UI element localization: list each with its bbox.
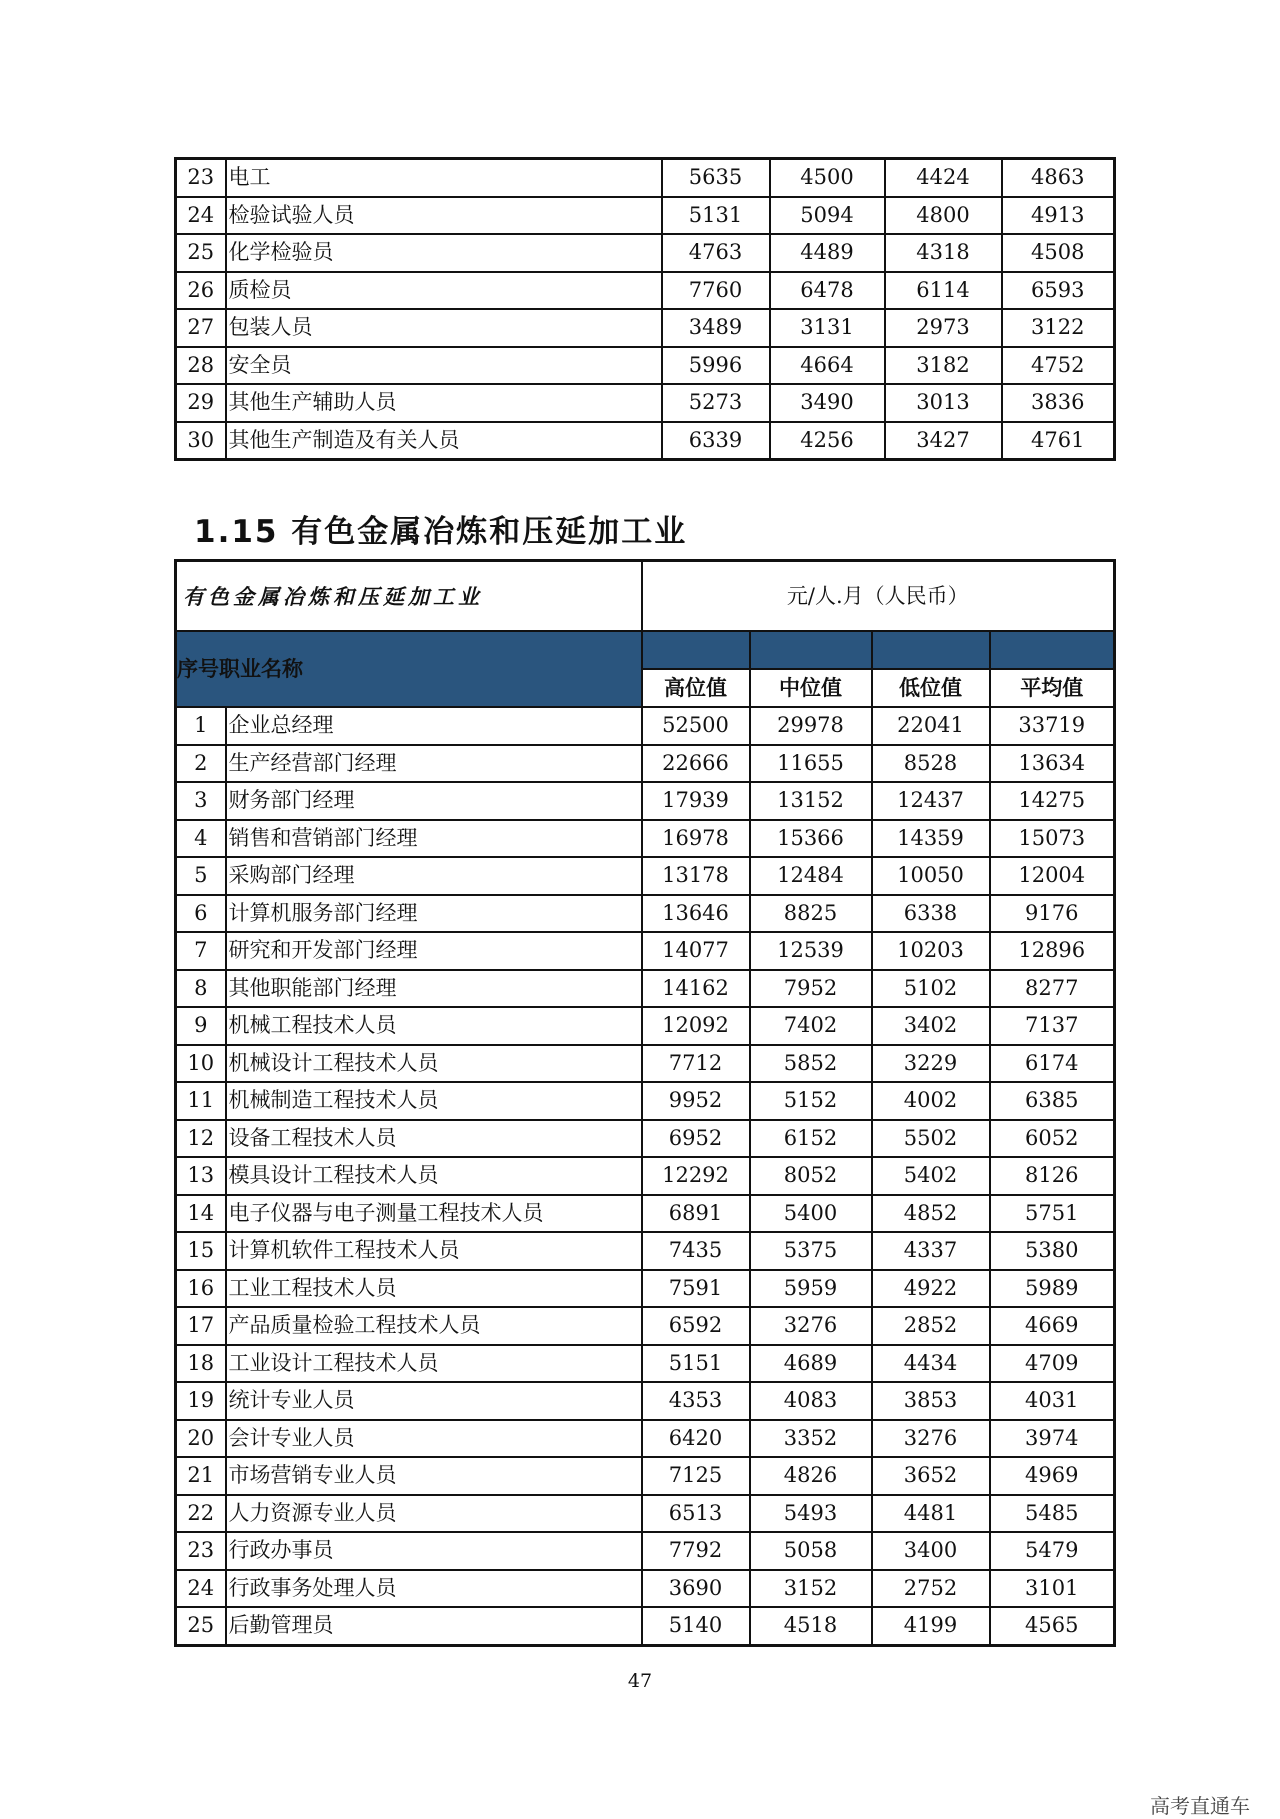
row-mid: 4500	[770, 159, 885, 197]
header-avg: 平均值	[990, 669, 1115, 707]
row-name: 会计专业人员	[226, 1420, 642, 1458]
row-high: 14077	[642, 932, 750, 970]
row-mid: 29978	[750, 707, 872, 745]
row-mid: 11655	[750, 745, 872, 783]
row-mid: 5959	[750, 1270, 872, 1308]
row-low: 4337	[872, 1232, 990, 1270]
row-high: 6891	[642, 1195, 750, 1233]
table-row	[176, 1457, 1115, 1495]
row-index: 5	[176, 857, 226, 895]
row-mid: 4826	[750, 1457, 872, 1495]
table-row	[176, 422, 1115, 460]
table-row	[176, 197, 1115, 235]
row-mid: 4489	[770, 234, 885, 272]
row-high: 5151	[642, 1345, 750, 1383]
row-high: 5131	[662, 197, 770, 235]
row-high: 5140	[642, 1607, 750, 1645]
row-mid: 4518	[750, 1607, 872, 1645]
row-high: 6420	[642, 1420, 750, 1458]
row-name: 其他生产辅助人员	[226, 384, 662, 422]
table-row	[176, 1045, 1115, 1083]
row-name: 市场营销专业人员	[226, 1457, 642, 1495]
row-mid: 5094	[770, 197, 885, 235]
table-row	[176, 745, 1115, 783]
row-avg: 4752	[1002, 347, 1115, 385]
row-index: 3	[176, 782, 226, 820]
table-row	[176, 782, 1115, 820]
row-avg: 33719	[990, 707, 1115, 745]
row-mid: 8825	[750, 895, 872, 933]
row-high: 6952	[642, 1120, 750, 1158]
row-low: 14359	[872, 820, 990, 858]
row-index: 23	[176, 159, 226, 197]
row-index: 28	[176, 347, 226, 385]
row-low: 2752	[872, 1570, 990, 1608]
header-blue-band	[750, 631, 872, 669]
table-title-row	[176, 561, 1115, 632]
row-name: 企业总经理	[226, 707, 642, 745]
row-index: 29	[176, 384, 226, 422]
row-index: 4	[176, 820, 226, 858]
row-name: 行政事务处理人员	[226, 1570, 642, 1608]
row-mid: 5493	[750, 1495, 872, 1533]
table-row	[176, 970, 1115, 1008]
row-name: 工业工程技术人员	[226, 1270, 642, 1308]
row-low: 8528	[872, 745, 990, 783]
row-mid: 5400	[750, 1195, 872, 1233]
header-low: 低位值	[872, 669, 990, 707]
row-index: 10	[176, 1045, 226, 1083]
row-avg: 7137	[990, 1007, 1115, 1045]
table-row	[176, 857, 1115, 895]
page-number: 47	[627, 1670, 653, 1692]
row-index: 6	[176, 895, 226, 933]
row-index: 14	[176, 1195, 226, 1233]
row-name: 质检员	[226, 272, 662, 310]
row-mid: 7952	[750, 970, 872, 1008]
table-row	[176, 234, 1115, 272]
row-high: 12292	[642, 1157, 750, 1195]
row-high: 3489	[662, 309, 770, 347]
row-index: 25	[176, 234, 226, 272]
row-high: 5996	[662, 347, 770, 385]
row-low: 5102	[872, 970, 990, 1008]
row-avg: 4969	[990, 1457, 1115, 1495]
row-index: 24	[176, 197, 226, 235]
row-mid: 4664	[770, 347, 885, 385]
row-avg: 4863	[1002, 159, 1115, 197]
row-avg: 5751	[990, 1195, 1115, 1233]
row-index: 11	[176, 1082, 226, 1120]
row-avg: 14275	[990, 782, 1115, 820]
table-row	[176, 1120, 1115, 1158]
row-avg: 6385	[990, 1082, 1115, 1120]
table-row	[176, 1532, 1115, 1570]
row-avg: 4709	[990, 1345, 1115, 1383]
header-row-top	[176, 631, 1115, 669]
row-avg: 12004	[990, 857, 1115, 895]
row-low: 4852	[872, 1195, 990, 1233]
row-mid: 5852	[750, 1045, 872, 1083]
row-avg: 5479	[990, 1532, 1115, 1570]
row-low: 4922	[872, 1270, 990, 1308]
table-row	[176, 820, 1115, 858]
row-index: 20	[176, 1420, 226, 1458]
row-high: 52500	[642, 707, 750, 745]
row-mid: 4083	[750, 1382, 872, 1420]
row-name: 电子仪器与电子测量工程技术人员	[226, 1195, 642, 1233]
section-heading: 1.15 有色金属冶炼和压延加工业	[194, 514, 688, 550]
header-blue-band	[990, 631, 1115, 669]
row-mid: 5152	[750, 1082, 872, 1120]
row-avg: 5989	[990, 1270, 1115, 1308]
row-high: 7591	[642, 1270, 750, 1308]
row-index: 22	[176, 1495, 226, 1533]
row-index: 15	[176, 1232, 226, 1270]
row-low: 4481	[872, 1495, 990, 1533]
row-index: 21	[176, 1457, 226, 1495]
row-high: 6339	[662, 422, 770, 460]
row-name: 设备工程技术人员	[226, 1120, 642, 1158]
row-avg: 5485	[990, 1495, 1115, 1533]
row-index: 30	[176, 422, 226, 460]
row-low: 6338	[872, 895, 990, 933]
row-avg: 5380	[990, 1232, 1115, 1270]
table-row	[176, 159, 1115, 197]
table-row	[176, 1195, 1115, 1233]
row-low: 4434	[872, 1345, 990, 1383]
row-low: 4002	[872, 1082, 990, 1120]
row-avg: 4669	[990, 1307, 1115, 1345]
row-mid: 13152	[750, 782, 872, 820]
row-name: 财务部门经理	[226, 782, 642, 820]
row-name: 销售和营销部门经理	[226, 820, 642, 858]
table-row	[176, 932, 1115, 970]
row-mid: 4689	[750, 1345, 872, 1383]
row-high: 13646	[642, 895, 750, 933]
table-row	[176, 1232, 1115, 1270]
row-avg: 4508	[1002, 234, 1115, 272]
row-avg: 3836	[1002, 384, 1115, 422]
row-mid: 15366	[750, 820, 872, 858]
row-high: 7712	[642, 1045, 750, 1083]
row-mid: 3152	[750, 1570, 872, 1608]
row-mid: 12484	[750, 857, 872, 895]
main-table-body	[176, 561, 1115, 1646]
row-high: 6592	[642, 1307, 750, 1345]
row-high: 7792	[642, 1532, 750, 1570]
unit-label: 元/人.月（人民币）	[642, 561, 1115, 632]
row-name: 采购部门经理	[226, 857, 642, 895]
industry-salary-table	[174, 559, 1116, 1647]
row-high: 12092	[642, 1007, 750, 1045]
row-index: 12	[176, 1120, 226, 1158]
row-name: 工业设计工程技术人员	[226, 1345, 642, 1383]
row-mid: 3131	[770, 309, 885, 347]
row-index: 1	[176, 707, 226, 745]
row-index: 27	[176, 309, 226, 347]
row-avg: 6174	[990, 1045, 1115, 1083]
row-index: 23	[176, 1532, 226, 1570]
row-avg: 9176	[990, 895, 1115, 933]
row-avg: 13634	[990, 745, 1115, 783]
row-high: 6513	[642, 1495, 750, 1533]
header-index: 序号	[177, 656, 219, 681]
table-row	[176, 1157, 1115, 1195]
row-high: 17939	[642, 782, 750, 820]
row-low: 5402	[872, 1157, 990, 1195]
row-low: 3853	[872, 1382, 990, 1420]
table-row	[176, 1382, 1115, 1420]
row-high: 22666	[642, 745, 750, 783]
row-low: 4800	[885, 197, 1002, 235]
row-avg: 12896	[990, 932, 1115, 970]
row-high: 5635	[662, 159, 770, 197]
row-name: 模具设计工程技术人员	[226, 1157, 642, 1195]
row-index: 7	[176, 932, 226, 970]
row-high: 4763	[662, 234, 770, 272]
row-low: 4424	[885, 159, 1002, 197]
row-name: 电工	[226, 159, 662, 197]
row-avg: 15073	[990, 820, 1115, 858]
table-row	[176, 1082, 1115, 1120]
header-blue-band	[872, 631, 990, 669]
row-mid: 4256	[770, 422, 885, 460]
table-row	[176, 1270, 1115, 1308]
table-row	[176, 1307, 1115, 1345]
row-high: 16978	[642, 820, 750, 858]
row-name: 后勤管理员	[226, 1607, 642, 1645]
watermark: 高考直通车	[1150, 1794, 1250, 1818]
row-low: 3182	[885, 347, 1002, 385]
table-row	[176, 707, 1115, 745]
row-name: 行政办事员	[226, 1532, 642, 1570]
row-low: 6114	[885, 272, 1002, 310]
row-avg: 4913	[1002, 197, 1115, 235]
row-high: 7125	[642, 1457, 750, 1495]
table-row	[176, 1420, 1115, 1458]
row-mid: 5058	[750, 1532, 872, 1570]
row-avg: 8126	[990, 1157, 1115, 1195]
row-name: 机械设计工程技术人员	[226, 1045, 642, 1083]
row-high: 5273	[662, 384, 770, 422]
row-avg: 6052	[990, 1120, 1115, 1158]
row-mid: 6478	[770, 272, 885, 310]
row-mid: 6152	[750, 1120, 872, 1158]
header-mid: 中位值	[750, 669, 872, 707]
table-row	[176, 347, 1115, 385]
row-name: 人力资源专业人员	[226, 1495, 642, 1533]
row-avg: 3101	[990, 1570, 1115, 1608]
row-low: 4318	[885, 234, 1002, 272]
row-mid: 5375	[750, 1232, 872, 1270]
row-low: 2973	[885, 309, 1002, 347]
row-name: 其他职能部门经理	[226, 970, 642, 1008]
row-index: 9	[176, 1007, 226, 1045]
row-avg: 4761	[1002, 422, 1115, 460]
row-avg: 6593	[1002, 272, 1115, 310]
row-name: 化学检验员	[226, 234, 662, 272]
row-name: 计算机服务部门经理	[226, 895, 642, 933]
row-mid: 3276	[750, 1307, 872, 1345]
row-low: 22041	[872, 707, 990, 745]
table-row	[176, 309, 1115, 347]
row-avg: 4565	[990, 1607, 1115, 1645]
row-avg: 4031	[990, 1382, 1115, 1420]
row-name: 统计专业人员	[226, 1382, 642, 1420]
top-salary-table	[174, 157, 1116, 461]
row-low: 12437	[872, 782, 990, 820]
row-name: 安全员	[226, 347, 662, 385]
row-name: 其他生产制造及有关人员	[226, 422, 662, 460]
row-high: 7760	[662, 272, 770, 310]
row-high: 7435	[642, 1232, 750, 1270]
row-index: 18	[176, 1345, 226, 1383]
header-index-name-cell	[176, 631, 642, 707]
row-index: 19	[176, 1382, 226, 1420]
table-row	[176, 384, 1115, 422]
row-index: 2	[176, 745, 226, 783]
row-avg: 3974	[990, 1420, 1115, 1458]
row-name: 机械工程技术人员	[226, 1007, 642, 1045]
row-low: 3013	[885, 384, 1002, 422]
row-mid: 3352	[750, 1420, 872, 1458]
row-name: 研究和开发部门经理	[226, 932, 642, 970]
row-low: 2852	[872, 1307, 990, 1345]
row-name: 产品质量检验工程技术人员	[226, 1307, 642, 1345]
row-low: 10050	[872, 857, 990, 895]
row-mid: 12539	[750, 932, 872, 970]
table-row	[176, 1570, 1115, 1608]
row-low: 3276	[872, 1420, 990, 1458]
row-high: 14162	[642, 970, 750, 1008]
table-row	[176, 1345, 1115, 1383]
row-index: 17	[176, 1307, 226, 1345]
row-name: 包装人员	[226, 309, 662, 347]
row-low: 3402	[872, 1007, 990, 1045]
header-blue-band	[642, 631, 750, 669]
row-index: 26	[176, 272, 226, 310]
row-avg: 8277	[990, 970, 1115, 1008]
table-row	[176, 272, 1115, 310]
row-low: 3652	[872, 1457, 990, 1495]
row-low: 5502	[872, 1120, 990, 1158]
row-low: 3427	[885, 422, 1002, 460]
row-name: 检验试验人员	[226, 197, 662, 235]
header-name: 职业名称	[219, 656, 303, 681]
row-name: 机械制造工程技术人员	[226, 1082, 642, 1120]
row-mid: 7402	[750, 1007, 872, 1045]
row-low: 3229	[872, 1045, 990, 1083]
row-high: 13178	[642, 857, 750, 895]
header-high: 高位值	[642, 669, 750, 707]
row-mid: 8052	[750, 1157, 872, 1195]
top-table-body	[176, 159, 1115, 460]
row-low: 4199	[872, 1607, 990, 1645]
row-index: 16	[176, 1270, 226, 1308]
row-mid: 3490	[770, 384, 885, 422]
row-name: 生产经营部门经理	[226, 745, 642, 783]
table-row	[176, 895, 1115, 933]
table-row	[176, 1007, 1115, 1045]
row-avg: 3122	[1002, 309, 1115, 347]
row-high: 9952	[642, 1082, 750, 1120]
row-index: 13	[176, 1157, 226, 1195]
row-high: 3690	[642, 1570, 750, 1608]
row-low: 3400	[872, 1532, 990, 1570]
table-row	[176, 1607, 1115, 1645]
row-low: 10203	[872, 932, 990, 970]
row-index: 8	[176, 970, 226, 1008]
row-name: 计算机软件工程技术人员	[226, 1232, 642, 1270]
row-high: 4353	[642, 1382, 750, 1420]
table-row	[176, 1495, 1115, 1533]
industry-title: 有色金属冶炼和压延加工业	[176, 561, 642, 632]
row-index: 24	[176, 1570, 226, 1608]
row-index: 25	[176, 1607, 226, 1645]
